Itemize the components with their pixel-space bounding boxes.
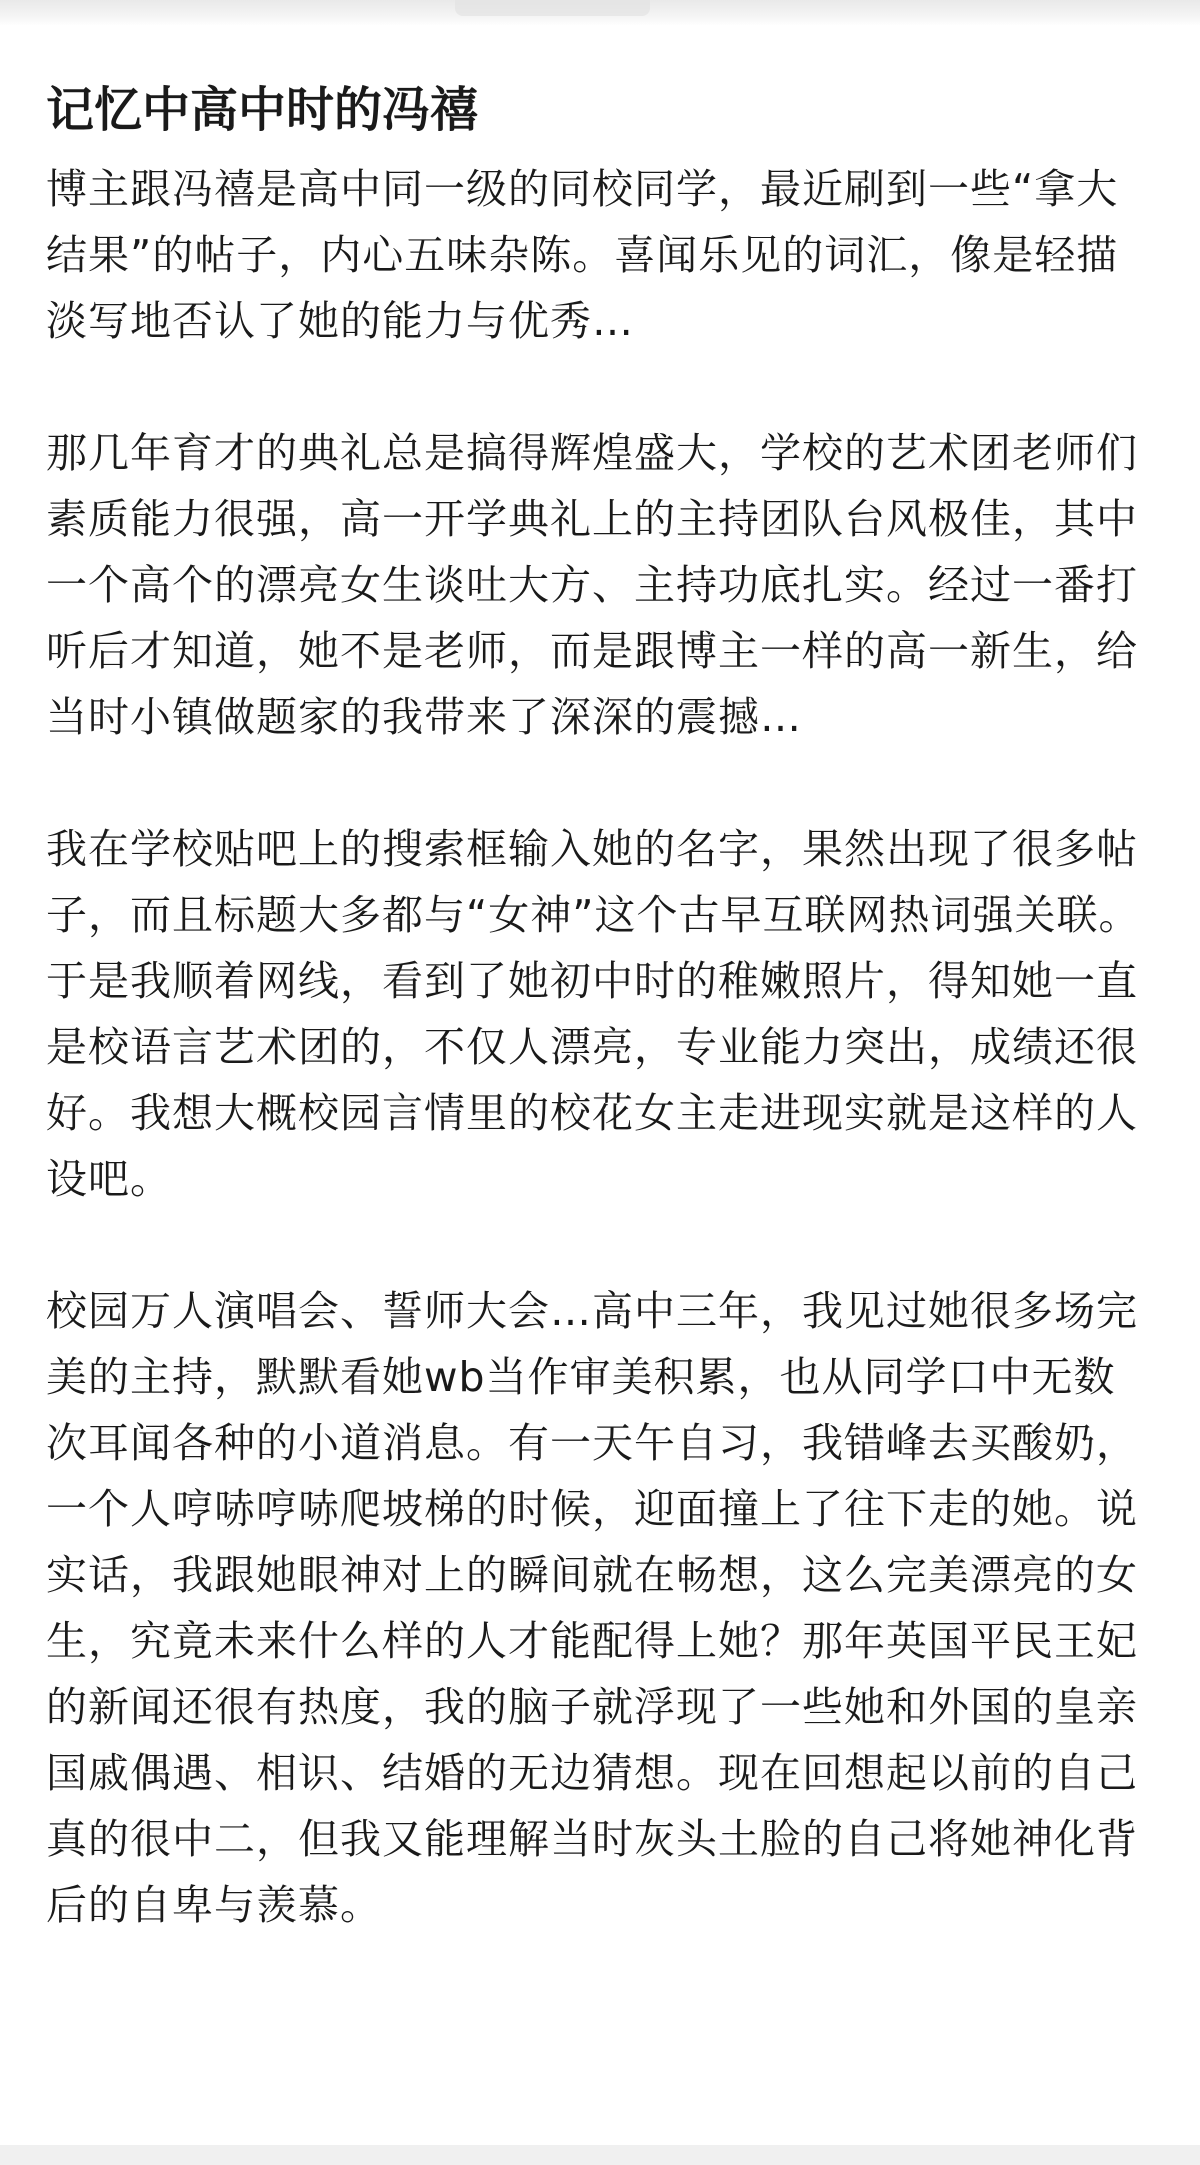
- post-article: [46, 78, 1156, 1938]
- post-paragraph: 我在学校贴吧上的搜索框输入她的名字，果然出现了很多帖子，而且标题大多都与“女神”这个古早互联网热词强关联。于是我顺着网线，看到了她初中时的稚嫩照片，得知她一直是校语言艺术团的，不仅人漂亮，专业能力突出，成绩还很好。我想大概校园言情里的校花女主走进现实就是这样的人设吧。: [46, 825, 1141, 1203]
- top-status-area: [0, 0, 1200, 26]
- bottom-edge: [0, 2145, 1200, 2165]
- post-paragraph: 校园万人演唱会、誓师大会…高中三年，我见过她很多场完美的主持，默默看她wb当作审美积累，也从同学口中无数次耳闻各种的小道消息。有一天午自习，我错峰去买酸奶，一个人哼哧哼哧爬坡梯的时候，迎面撞上了往下走的她。说实话，我跟她眼神对上的瞬间就在畅想，这么完美漂亮的女生，究竟未来什么样的人才能配得上她？那年英国平民王妃的新闻还很有热度，我的脑子就浮现了一些她和外国的皇亲国戚偶遇、相识、结婚的无边猜想。现在回想起以前的自己真的很中二，但我又能理解当时灰头土脸的自己将她神化背后的自卑与羡慕。: [46, 1287, 1138, 1929]
- post-body: [46, 156, 1156, 1938]
- post-title: 记忆中高中时的冯禧: [46, 82, 479, 138]
- pull-indicator: [455, 0, 650, 16]
- post-paragraph: 那几年育才的典礼总是搞得辉煌盛大，学校的艺术团老师们素质能力很强，高一开学典礼上的主持团队台风极佳，其中一个高个的漂亮女生谈吐大方、主持功底扎实。经过一番打听后才知道，她不是老师，而是跟博主一样的高一新生，给当时小镇做题家的我带来了深深的震撼…: [46, 429, 1138, 741]
- post-paragraph: 博主跟冯禧是高中同一级的同校同学，最近刷到一些“拿大结果”的帖子，内心五味杂陈。喜闻乐见的词汇，像是轻描淡写地否认了她的能力与优秀…: [46, 165, 1119, 345]
